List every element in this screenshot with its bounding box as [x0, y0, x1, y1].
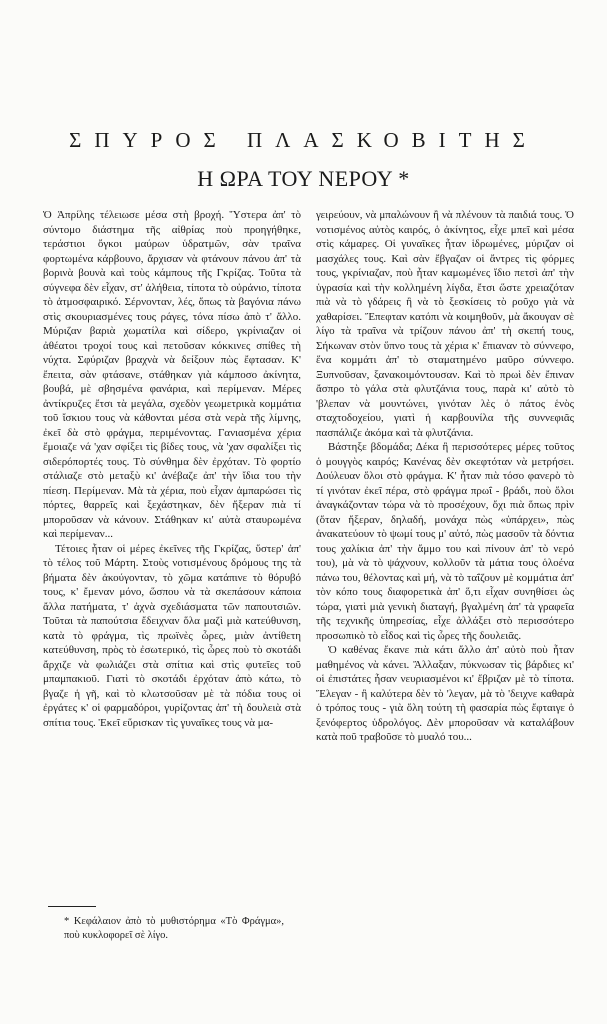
author-name: ΣΠΥΡΟΣ ΠΛΑΣΚΟΒΙΤΗΣ — [69, 128, 538, 152]
paragraph: Ὁ καθένας ἔκανε πιὰ κάτι ἄλλο ἀπ' αὐτὸ ποὺ ἦταν μαθημένος νὰ κάνει. Ἄλλαξαν, πύκνωσαν τὶς βάρδιες κι' οἱ ἐπιστάτες ἦσαν νευριασμένοι κι' ἔβριζαν μὲ τὸ τίποτα. Ἔλεγαν - ἢ καλύτερα δὲν τὸ 'λεγαν, μὰ τὸ 'δειχνε καθαρὰ ὁ τρόπος τους - γιὰ ὅλη τούτη τὴ φασαρία πὼς ἔφταιγε ὁ ξενόφερτος ὑδρολόγος. Δὲν μποροῦσαν νὰ καταλάβουν κατὰ ποῦ τραβοῦσε τὸ μυαλό του... — [316, 644, 574, 743]
footnote: * Κεφάλαιον ἀπὸ τὸ μυθιστόρημα «Τὸ Φράγμα», ποὺ κυκλοφορεῖ σὲ λίγο. — [64, 916, 284, 941]
paragraph: Ὁ Ἀπρίλης τέλειωσε μέσα στὴ βροχή. Ὕστερα ἀπ' τὸ σύντομο διάστημα τῆς αἰθρίας ποὺ προηγήθηκε, τεράστιοι ὄγκοι μαύρων ὑδρατμῶν, σὰν τραῖνα φορτωμένα κάρβουνο, ἄρχισαν νὰ φτάνουν πάνου ἀπ' τὰ βορινὰ βουνὰ καὶ τοὺς κάμπους τῆς Γκρίζας. Τοῦτα τὰ σύγνεφα δὲν εἶχαν, στ' ἀλήθεια, τίποτα τὸ οὐράνιο, τίποτα τὸ ἀτμοσφαιρικό. Σέρνονταν, λές, ὅπως τὰ βαγόνια πάνω στὶς σκουριασμένες τους ράγες, τόνα πίσω ἀπὸ τ' ἄλλο. Μύριζαν βαριὰ χωματίλα καὶ σίδερο, γκρίνιαζαν οἱ ἀθέατοι τροχοί τους καὶ πετοῦσαν κόκκινες σπίθες τὴ νύχτα. Σφύριζαν βραχνὰ νὰ δείξουν πὼς ἔφτασαν. Κ' ἔπειτα, σὰν φτάσανε, στάθηκαν γιὰ κάμποσο ἀκίνητα, βουβά, μὲ σβησμένα φανάρια, καὶ περίμεναν. Μέρες ἀντίκρυζες ἔτσι τὰ μεγάλα, σχεδὸν γεωμετρικὰ κομμάτια τοῦ ἴσκιου τους νὰ κάθονται μέσα στὰ νερὰ τῆς λίμνης, ἐκεῖ δὰ στὸ φράγμα, περιμένοντας. Γανιασμένα χέρια ἔμοιαζε νά 'χαν σφίξει τὶς βίδες τους, νὰ 'χαν σφαλίξει τὶς σιδερόπορτές τους. Τὸ σύνθημα δὲν ἐρχόταν. Τὸ φορτίο στάλιαζε στὸ μεταξὺ κι' ἀνέβαζε ἀπ' τὴν ἴδια του τὴν πίεση. Περίμεναν. Μὰ τὰ χέρια, ποὺ εἶχαν ἀμπαρώσει τὶς πόρτες, θαρρεῖς καὶ ξεχάστηκαν, δὲν ἤξεραν πιὰ τί μποροῦσαν νὰ κάνουν. Στάθηκαν κι' αὐτὰ σταυρωμένα καὶ περίμεναν... — [43, 209, 301, 540]
paragraph: Βάστηξε βδομάδα; Δέκα ἢ περισσότερες μέρες τοῦτος ὁ μουγγὸς καιρός; Κανένας δὲν σκεφτόταν νὰ μετρήσει. Δούλευαν ὅλοι στὸ φράγμα. Κ' ἦταν πιὰ τόσο φανερὸ τὸ τί γινόταν ἐκεῖ πέρα, στὸ φράγμα πρωΐ - βράδι, ποὺ ὅλοι ἀναγκάζονταν τώρα νὰ τὸ προσέχουν, ὄχι πιὰ ὅπως πρὶν (ὅταν ἤξεραν, δηλαδή, μονάχα πὼς «ὑπάρχει», πὼς ἀνακατεύουν τὸ ψωμί τους μ' αὐτό, πὼς μασοῦν τὰ δόντια τους χαλίκια ἀπ' τὴν ἄμμο του καὶ πίνουν ἀπ' τὸ νερό του), μὰ νὰ τὸ ψάχνουν, κολλοῦν τὰ μάτια τους ὁλοένα πάνω του, θέλοντας καὶ μή, νὰ τὸ ταΐζουν μὲ κομμάτια ἀπ' τὸν κόπο τους διαφορετικὰ ἀπ' ὅ,τι εἶχαν συνηθίσει ὡς τώρα, γιατὶ μιὰ γενικὴ διαταγή, βγαλμένη ἀπ' τὰ γραφεῖα τῆς τεχνικῆς ὑπηρεσίας, εἶχε ἀλλάξει στὸ περισσότερο προσωπικὸ τὸ εἶδος καὶ τὶς ὧρες τῆς δουλειᾶς. — [316, 441, 574, 642]
text-column-left — [43, 208, 301, 730]
footnote-divider — [48, 906, 96, 907]
text-column-right — [316, 208, 574, 745]
story-title: Η ΩΡΑ ΤΟΥ ΝΕΡΟΥ * — [197, 166, 410, 191]
paragraph: γειρεύουν, νὰ μπαλώνουν ἢ νὰ πλένουν τὰ παιδιά τους. Ὁ νοτισμένος αὐτὸς καιρός, ὁ ἀκίνητος, εἶχε μπεῖ καὶ μέσα στὶς κάμαρες. Οἱ γυναῖκες ἦταν ἱδρωμένες, μύριζαν οἱ μασχάλες τους. Καὶ σὰν ἔβγαζαν οἱ ἄντρες τὶς φόρμες τους, γκρίνιαζαν, ποὺ ἦταν καμωμένες ἴδιο πετσὶ ἀπ' τὴν ὑγρασία καὶ τὴν κολλημένη λίγδα, ἔτσι ὥστε χρειαζόταν πιὰ νὰ τὸ γδάρεις ἢ νὰ τὸ ξεσκίσεις τὸ ροῦχο γιὰ νὰ χαθαρίσει. Ἔπεφταν κατόπι νὰ κοιμηθοῦν, μὰ ἄκουγαν σὲ λίγο τὰ τραῖνα νὰ τρίζουν πάνου ἀπ' τὴ σκεπή τους, Σήκωναν στὸν ὕπνο τους τὰ χέρια κ' ἔπιαναν τὸ σύννεφο, ἕνα κομμάτι ἀπ' τὸ σταματημένο μαῦρο σύννεφο. Ξυπνοῦσαν, ξανακοιμόντουσαν. Καὶ τὸ πρωὶ δὲν ἔπιναν ἄσπρο τὸ γάλα στὰ φλυτζάνια τους, παρὰ κι' αὐτὸ τὸ 'βλεπαν νὰ μουντώνει, γινόταν λὲς ὁ πάτος ἑνὸς σταχτοδοχείου, γιατὶ ἡ καρβουνίλα τῆς συννεφιᾶς πασπάλιζε ἀκόμα καὶ τὰ φλυτζάνια. — [316, 209, 574, 439]
paragraph: Τέτοιες ἦταν οἱ μέρες ἐκεῖνες τῆς Γκρίζας, ὕστερ' ἀπ' τὸ τέλος τοῦ Μάρτη. Στοὺς νοτισμένους δρόμους της τὰ βήματα δὲν ἀκούγονταν, τὸ χῶμα κατάπινε τὸ θόρυβό τους, κ' ἔμεναν μόνο, ὥσπου νὰ τὰ σκεπάσουν κάποια ἄλλα πατήματα, τ' ἀχνὰ σχεδιάσματα τῶν παπουτσιῶν. Τοῦται τὰ παπούτσια ἔδειχναν ὅλα μαζὶ μιὰ κατεύθυνση, κατὰ τὸ φράγμα, τὶς πρωϊνὲς ὧρες, μιὰν ἀντίθετη κατεύθυνση, πρὸς τὸ ἐσωτερικό, τὶς ὧρες ποὺ τὸ σκοτάδι ἄρχιζε νὰ φωλιάζει στὰ σπίτια καὶ στὶς φυτεῖες τοῦ μπαμπακιοῦ. Γιατὶ τὸ σκοτάδι ἐρχόταν ἀπὸ κάτω, τὸ βγαζε ἡ γῆ, καὶ τὸ κλωτσοῦσαν μὲ τὰ πόδια τους οἱ ἐργάτες κ' οἱ φαρμαδόροι, γυρίζοντας ἀπ' τὴ δουλειὰ στὰ σπίτια τους. Ἐκεῖ εὕρισκαν τὶς γυναῖκες τους νὰ μα- — [43, 542, 301, 729]
